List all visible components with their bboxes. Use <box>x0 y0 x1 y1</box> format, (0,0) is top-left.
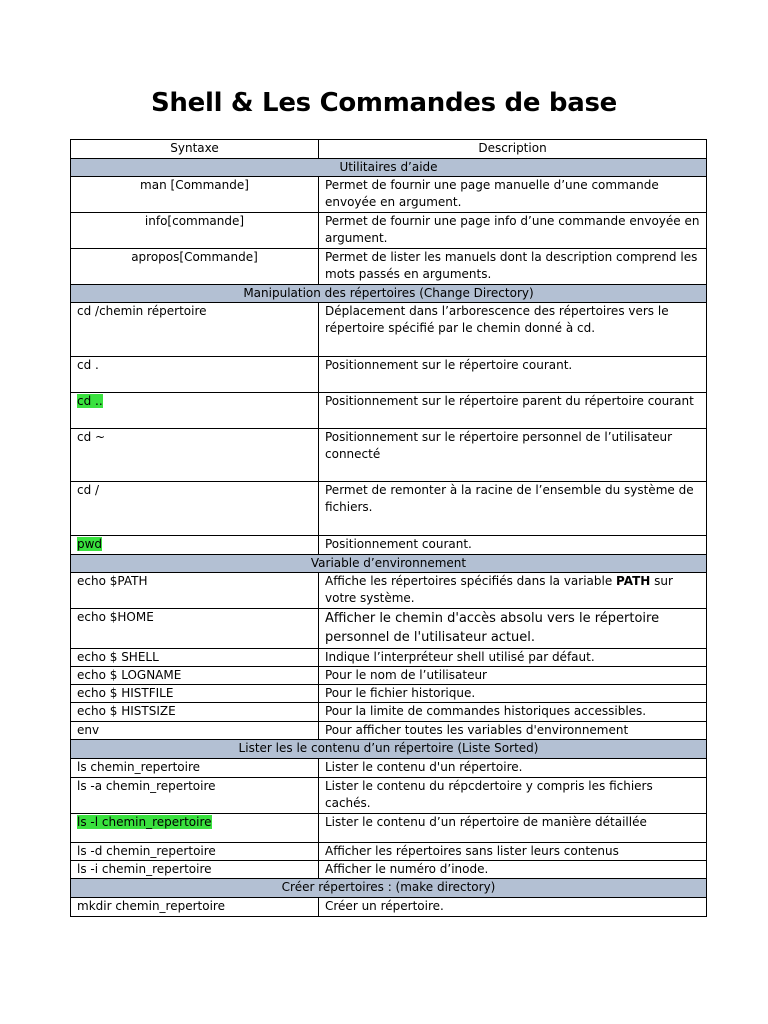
section-title: Créer répertoires : (make directory) <box>71 879 707 898</box>
table-row <box>71 393 707 429</box>
table-row <box>71 177 707 213</box>
command-cell: echo $ HISTFILE <box>71 685 319 703</box>
command-cell <box>71 393 319 429</box>
section-row-dirs <box>71 285 707 303</box>
table-row <box>71 685 707 703</box>
command-cell: env <box>71 722 319 740</box>
section-row-help <box>71 159 707 177</box>
description-cell: Positionnement sur le répertoire personnel de l’utilisateur connecté <box>319 429 707 482</box>
section-row-env <box>71 555 707 573</box>
command-cell: cd . <box>71 357 319 393</box>
command-cell: echo $PATH <box>71 573 319 609</box>
command-cell: ls -i chemin_repertoire <box>71 861 319 879</box>
table-row <box>71 667 707 685</box>
table-row <box>71 722 707 740</box>
section-title: Manipulation des répertoires (Change Directory) <box>71 285 707 303</box>
description-cell: Afficher le chemin d'accès absolu vers le répertoire personnel de l'utilisateur actuel. <box>319 609 707 649</box>
command-cell: cd / <box>71 482 319 536</box>
description-cell: Pour le nom de l’utilisateur <box>319 667 707 685</box>
section-title: Utilitaires d’aide <box>71 159 707 177</box>
section-title: Lister les le contenu d’un répertoire (Liste Sorted) <box>71 740 707 759</box>
table-row <box>71 249 707 285</box>
command-cell: mkdir chemin_repertoire <box>71 898 319 917</box>
section-title: Variable d’environnement <box>71 555 707 573</box>
table-row <box>71 759 707 778</box>
table-row <box>71 703 707 722</box>
table-row <box>71 778 707 814</box>
description-cell: Lister le contenu d’un répertoire de manière détaillée <box>319 814 707 843</box>
description-cell: Lister le contenu du répcdertoire y compris les fichiers cachés. <box>319 778 707 814</box>
description-cell: Pour la limite de commandes historiques accessibles. <box>319 703 707 722</box>
highlighted-command: cd .. <box>77 394 103 408</box>
table-row <box>71 649 707 667</box>
description-cell <box>319 573 707 609</box>
table-row <box>71 213 707 249</box>
command-cell <box>71 814 319 843</box>
command-cell <box>71 536 319 555</box>
command-cell: ls -d chemin_repertoire <box>71 843 319 861</box>
description-cell: Afficher les répertoires sans lister leurs contenus <box>319 843 707 861</box>
description-cell: Pour afficher toutes les variables d'environnement <box>319 722 707 740</box>
table-header-row <box>71 140 707 159</box>
table-row <box>71 843 707 861</box>
table-row <box>71 609 707 649</box>
description-cell: Indique l’interpréteur shell utilisé par défaut. <box>319 649 707 667</box>
table-row <box>71 898 707 917</box>
table-row <box>71 357 707 393</box>
command-cell: echo $ SHELL <box>71 649 319 667</box>
highlighted-command: ls -l chemin_repertoire <box>77 815 212 829</box>
description-cell: Permet de fournir une page info d’une commande envoyée en argument. <box>319 213 707 249</box>
description-cell: Positionnement sur le répertoire courant. <box>319 357 707 393</box>
page-title: Shell & Les Commandes de base <box>150 88 618 118</box>
table-row <box>71 303 707 357</box>
description-cell: Positionnement sur le répertoire parent du répertoire courant <box>319 393 707 429</box>
description-cell: Lister le contenu d'un répertoire. <box>319 759 707 778</box>
header-syntax: Syntaxe <box>71 140 319 159</box>
table-row <box>71 814 707 843</box>
command-cell: ls chemin_repertoire <box>71 759 319 778</box>
description-cell: Pour le fichier historique. <box>319 685 707 703</box>
command-cell: cd ~ <box>71 429 319 482</box>
description-bold-text: PATH <box>616 574 651 588</box>
description-cell: Afficher le numéro d’inode. <box>319 861 707 879</box>
highlighted-command: pwd <box>77 537 103 551</box>
command-cell: echo $ LOGNAME <box>71 667 319 685</box>
description-cell: Permet de lister les manuels dont la description comprend les mots passés en arguments. <box>319 249 707 285</box>
description-cell: Permet de remonter à la racine de l’ensemble du système de fichiers. <box>319 482 707 536</box>
description-cell: Positionnement courant. <box>319 536 707 555</box>
description-cell: Déplacement dans l’arborescence des répertoires vers le répertoire spécifié par le chemin donné à cd. <box>319 303 707 357</box>
command-cell: ls -a chemin_repertoire <box>71 778 319 814</box>
command-cell: echo $ HISTSIZE <box>71 703 319 722</box>
command-cell: echo $HOME <box>71 609 319 649</box>
table-row <box>71 861 707 879</box>
section-row-mkdir <box>71 879 707 898</box>
command-cell: cd /chemin répertoire <box>71 303 319 357</box>
command-cell: info[commande] <box>71 213 319 249</box>
table-row <box>71 482 707 536</box>
description-text: Affiche les répertoires spécifiés dans la variable <box>325 574 617 588</box>
command-cell: apropos[Commande] <box>71 249 319 285</box>
table-row <box>71 536 707 555</box>
table-row <box>71 429 707 482</box>
command-cell: man [Commande] <box>71 177 319 213</box>
table-row <box>71 573 707 609</box>
description-text: sur votre système. <box>325 574 673 605</box>
header-description: Description <box>319 140 707 159</box>
section-row-list <box>71 740 707 759</box>
description-cell: Créer un répertoire. <box>319 898 707 917</box>
commands-table <box>70 139 707 917</box>
description-cell: Permet de fournir une page manuelle d’une commande envoyée en argument. <box>319 177 707 213</box>
